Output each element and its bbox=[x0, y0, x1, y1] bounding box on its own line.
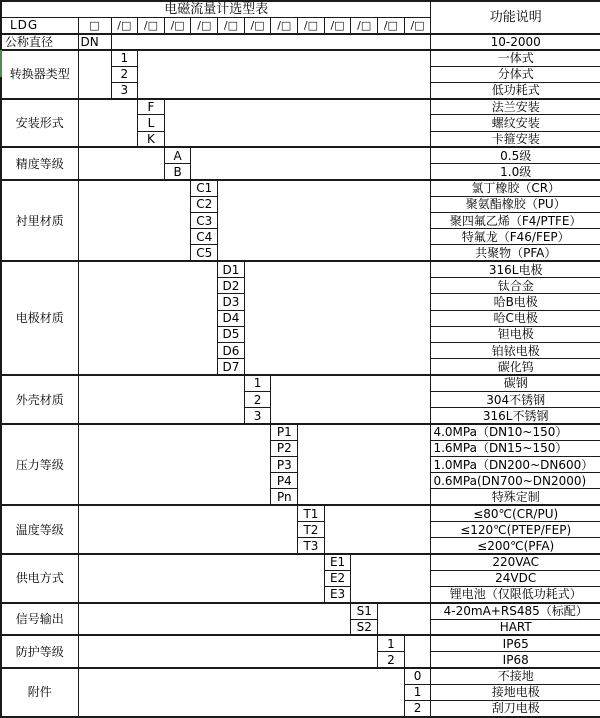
code-cell: C3 bbox=[191, 212, 218, 228]
category-label-diameter: 公称直径 bbox=[1, 34, 78, 50]
code-cell: K bbox=[138, 131, 165, 147]
code-cell: 3 bbox=[111, 82, 138, 98]
code-cell: E1 bbox=[324, 554, 351, 570]
desc-cell: ≤120℃(PTEP/FEP) bbox=[431, 522, 600, 538]
code-cell: 2 bbox=[378, 652, 405, 668]
category-label-power: 供电方式 bbox=[1, 554, 78, 603]
desc-cell: 1.6MPa（DN15~150） bbox=[431, 440, 600, 456]
code-cell: 1 bbox=[378, 635, 405, 651]
desc-cell: 钽电极 bbox=[431, 326, 600, 342]
filler-cell bbox=[78, 668, 404, 717]
code-slot: /□ bbox=[378, 17, 405, 33]
function-column-header: 功能说明 bbox=[431, 1, 600, 34]
code-slot: /□ bbox=[351, 17, 378, 33]
filler-cell bbox=[78, 505, 298, 554]
code-cell: L bbox=[138, 115, 165, 131]
desc-cell: 316L不锈钢 bbox=[431, 408, 600, 424]
desc-cell: 一体式 bbox=[431, 50, 600, 66]
desc-cell: 1.0级 bbox=[431, 164, 600, 180]
desc-cell: 螺纹安装 bbox=[431, 115, 600, 131]
category-label-temperature: 温度等级 bbox=[1, 505, 78, 554]
desc-cell: 特氟龙（F46/FEP） bbox=[431, 229, 600, 245]
filler-cell bbox=[78, 635, 378, 668]
filler-cell bbox=[324, 505, 431, 554]
desc-cell: 0.6MPa(DN700~DN2000) bbox=[431, 473, 600, 489]
code-cell: F bbox=[138, 99, 165, 115]
code-slot: /□ bbox=[111, 17, 138, 33]
code-cell: 2 bbox=[244, 391, 271, 407]
code-cell: 2 bbox=[111, 66, 138, 82]
code-cell: D1 bbox=[218, 261, 245, 277]
code-slot: /□ bbox=[271, 17, 298, 33]
code-cell: 3 bbox=[244, 408, 271, 424]
category-label-converter: 转换器类型 bbox=[1, 50, 78, 99]
code-cell: D4 bbox=[218, 310, 245, 326]
code-cell: 1 bbox=[111, 50, 138, 66]
filler-cell bbox=[78, 261, 218, 375]
category-label-pressure: 压力等级 bbox=[1, 424, 78, 505]
desc-cell: 氯丁橡胶（CR） bbox=[431, 180, 600, 196]
category-label-accessories: 附件 bbox=[1, 668, 78, 717]
desc-cell: 钛合金 bbox=[431, 278, 600, 294]
table-title: 电磁流量计选型表 bbox=[1, 1, 431, 17]
code-cell: S1 bbox=[351, 603, 378, 619]
code-cell: P4 bbox=[271, 473, 298, 489]
filler-cell bbox=[78, 147, 164, 180]
code-cell: D2 bbox=[218, 278, 245, 294]
code-slot: /□ bbox=[138, 17, 165, 33]
code-cell: B bbox=[164, 164, 191, 180]
code-cell: 2 bbox=[404, 700, 431, 716]
code-cell: 0 bbox=[404, 668, 431, 684]
filler-cell bbox=[164, 99, 431, 148]
code-slot: /□ bbox=[324, 17, 351, 33]
filler-cell bbox=[191, 147, 431, 180]
desc-cell: 哈B电极 bbox=[431, 294, 600, 310]
desc-cell: ≤80℃(CR/PU) bbox=[431, 505, 600, 521]
code-slot: /□ bbox=[218, 17, 245, 33]
category-label-accuracy: 精度等级 bbox=[1, 147, 78, 180]
code-cell: E2 bbox=[324, 570, 351, 586]
filler-cell bbox=[111, 34, 431, 50]
category-label-signal: 信号输出 bbox=[1, 603, 78, 636]
desc-cell: 法兰安装 bbox=[431, 99, 600, 115]
desc-cell: 10-2000 bbox=[431, 34, 600, 50]
desc-cell: 特殊定制 bbox=[431, 489, 600, 505]
filler-cell bbox=[404, 635, 431, 668]
code-cell: P3 bbox=[271, 456, 298, 472]
desc-cell: 304不锈钢 bbox=[431, 391, 600, 407]
category-label-lining: 衬里材质 bbox=[1, 180, 78, 261]
code-cell: P1 bbox=[271, 424, 298, 440]
desc-cell: 哈C电极 bbox=[431, 310, 600, 326]
desc-cell: 碳钢 bbox=[431, 375, 600, 391]
filler-cell bbox=[138, 50, 431, 99]
code-cell: DN bbox=[78, 34, 111, 50]
desc-cell: 聚氨酯橡胶（PU） bbox=[431, 196, 600, 212]
category-label-protection: 防护等级 bbox=[1, 635, 78, 668]
code-cell: S2 bbox=[351, 619, 378, 635]
desc-cell: 4-20mA+RS485（标配） bbox=[431, 603, 600, 619]
code-cell: Pn bbox=[271, 489, 298, 505]
filler-cell bbox=[351, 554, 431, 603]
category-label-electrode: 电极材质 bbox=[1, 261, 78, 375]
model-prefix: LDG bbox=[1, 17, 78, 33]
desc-cell: 低功耗式 bbox=[431, 82, 600, 98]
code-cell: C1 bbox=[191, 180, 218, 196]
filler-cell bbox=[78, 180, 191, 261]
desc-cell: 0.5级 bbox=[431, 147, 600, 163]
desc-cell: 聚四氟乙烯（F4/PTFE） bbox=[431, 212, 600, 228]
category-label-housing: 外壳材质 bbox=[1, 375, 78, 424]
desc-cell: 卡箍安装 bbox=[431, 131, 600, 147]
code-slot: /□ bbox=[244, 17, 271, 33]
code-cell: D3 bbox=[218, 294, 245, 310]
code-slot: /□ bbox=[298, 17, 325, 33]
desc-cell: 1.0MPa（DN200~DN600） bbox=[431, 456, 600, 472]
green-edge-artifact bbox=[0, 50, 2, 77]
desc-cell: 锂电池（仅限低功耗式） bbox=[431, 587, 600, 603]
filler-cell bbox=[78, 554, 324, 603]
desc-cell: 碳化钨 bbox=[431, 359, 600, 375]
filler-cell bbox=[78, 603, 351, 636]
desc-cell: 24VDC bbox=[431, 570, 600, 586]
code-cell: T3 bbox=[298, 538, 325, 554]
code-cell: D6 bbox=[218, 343, 245, 359]
filler-cell bbox=[78, 99, 138, 148]
code-cell: C4 bbox=[191, 229, 218, 245]
desc-cell: IP68 bbox=[431, 652, 600, 668]
code-cell: E3 bbox=[324, 587, 351, 603]
filler-cell bbox=[378, 603, 431, 636]
code-box: □ bbox=[78, 17, 111, 33]
code-cell: T2 bbox=[298, 522, 325, 538]
filler-cell bbox=[218, 180, 431, 261]
filler-cell bbox=[244, 261, 431, 375]
code-slot: /□ bbox=[191, 17, 218, 33]
filler-cell bbox=[78, 50, 111, 99]
desc-cell: 4.0MPa（DN10~150） bbox=[431, 424, 600, 440]
code-cell: C2 bbox=[191, 196, 218, 212]
desc-cell: 铂铱电极 bbox=[431, 343, 600, 359]
code-slot: /□ bbox=[404, 17, 431, 33]
desc-cell: 共聚物（PFA） bbox=[431, 245, 600, 261]
code-cell: D5 bbox=[218, 326, 245, 342]
desc-cell: HART bbox=[431, 619, 600, 635]
code-cell: 1 bbox=[244, 375, 271, 391]
desc-cell: ≤200℃(PFA) bbox=[431, 538, 600, 554]
desc-cell: IP65 bbox=[431, 635, 600, 651]
desc-cell: 不接地 bbox=[431, 668, 600, 684]
category-label-mounting: 安装形式 bbox=[1, 99, 78, 148]
code-slot: /□ bbox=[164, 17, 191, 33]
filler-cell bbox=[271, 375, 431, 424]
code-cell: C5 bbox=[191, 245, 218, 261]
filler-cell bbox=[78, 424, 271, 505]
desc-cell: 刮刀电极 bbox=[431, 700, 600, 716]
desc-cell: 316L电极 bbox=[431, 261, 600, 277]
desc-cell: 220VAC bbox=[431, 554, 600, 570]
code-cell: D7 bbox=[218, 359, 245, 375]
code-cell: 1 bbox=[404, 684, 431, 700]
code-cell: A bbox=[164, 147, 191, 163]
filler-cell bbox=[78, 375, 244, 424]
code-cell: P2 bbox=[271, 440, 298, 456]
desc-cell: 分体式 bbox=[431, 66, 600, 82]
desc-cell: 接地电极 bbox=[431, 684, 600, 700]
code-cell: T1 bbox=[298, 505, 325, 521]
filler-cell bbox=[298, 424, 431, 505]
